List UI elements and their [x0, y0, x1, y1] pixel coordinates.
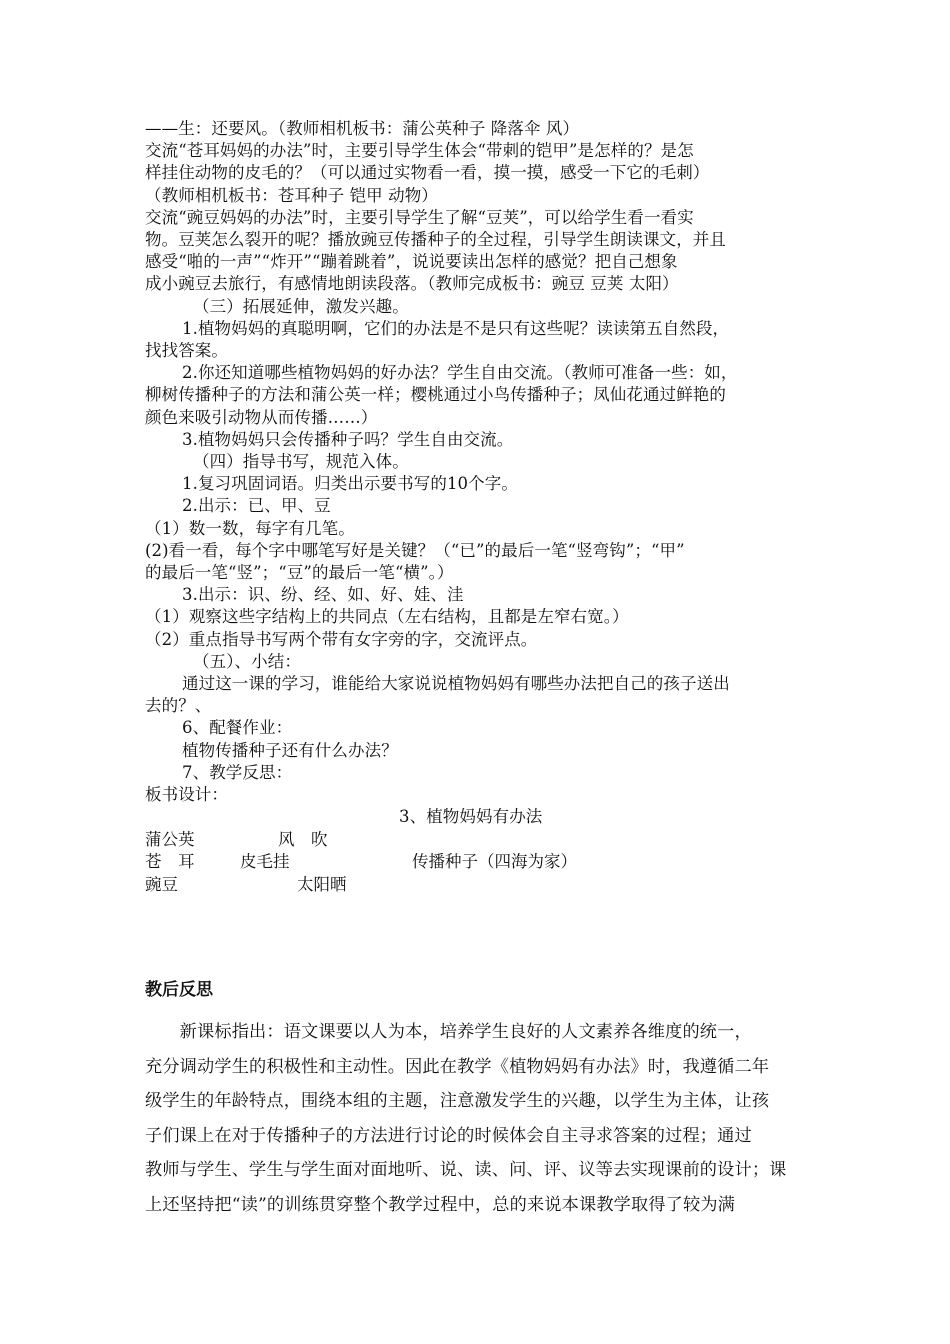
lesson-line: 感受“啪的一声”“炸开”“蹦着跳着”，说说要读出怎样的感觉？把自己想象	[145, 252, 678, 272]
lesson-line: （1）观察这些字结构上的共同点（左右结构，且都是左窄右宽。）	[145, 607, 629, 627]
board-title: 3、植物妈妈有办法	[399, 807, 543, 827]
lesson-line: （教师相机板书：苍耳种子 铠甲 动物）	[145, 185, 438, 205]
board-cell: 苍 耳	[145, 852, 195, 871]
lesson-text	[145, 118, 810, 806]
lesson-line: 3.植物妈妈只会传播种子吗？学生自由交流。	[182, 429, 514, 449]
lesson-line: (2)看一看，每个字中哪笔写好是关键？（“已”的最后一笔“竖弯钩”；“甲”	[145, 540, 685, 560]
lesson-line: 通过这一课的学习，谁能给大家说说植物妈妈有哪些办法把自己的孩子送出	[182, 674, 730, 694]
lesson-line: 交流“苍耳妈妈的办法”时，主要引导学生体会“带刺的铠甲”是怎样的？是怎	[145, 141, 694, 161]
lesson-line: 1.复习巩固词语。归类出示要书写的10个字。	[182, 474, 518, 494]
lesson-line: 2.你还知道哪些植物妈妈的好办法？学生自由交流。（教师可准备一些：如，	[182, 363, 738, 383]
lesson-line: 6、配餐作业：	[182, 718, 293, 738]
reflection-line: 级学生的年龄特点，围绕本组的主题，注意激发学生的兴趣，以学生为主体，让孩	[145, 1091, 770, 1112]
lesson-line: 7、教学反思：	[182, 762, 293, 782]
lesson-line: 2.出示：已、甲、豆	[182, 496, 331, 516]
board-design	[145, 829, 810, 897]
document-content	[145, 118, 810, 1223]
reflection-body	[145, 1015, 810, 1223]
board-row	[145, 874, 810, 897]
lesson-line: 植物传播种子还有什么办法？	[182, 740, 398, 760]
lesson-line: 物。豆荚怎么裂开的呢？播放豌豆传播种子的全过程，引导学生朗读课文，并且	[145, 230, 726, 250]
board-cell: 蒲公英	[145, 829, 195, 849]
board-cell: 皮毛挂	[240, 852, 290, 871]
lesson-line: 1.植物妈妈的真聪明啊，它们的办法是不是只有这些呢？读读第五自然段，	[182, 318, 730, 338]
lesson-line: 去的？、	[145, 696, 212, 716]
reflection-heading: 教后反思	[145, 980, 213, 1000]
reflection-line: 教师与学生、学生与学生面对面地听、说、读、问、评、议等去实现课前的设计；课	[145, 1160, 787, 1181]
reflection-line: 新课标指出：语文课要以人为本，培养学生良好的人文素养各维度的统一，	[145, 1022, 752, 1042]
lesson-line: 板书设计：	[145, 785, 228, 805]
board-cell: 传播种子（四海为家）	[412, 852, 577, 871]
lesson-line: （五）、小结：	[193, 651, 301, 671]
lesson-line: （2）重点指导书写两个带有女字旁的字，交流评点。	[145, 629, 538, 649]
reflection-line: 子们课上在对于传播种子的方法进行讨论的时候体会自主寻求答案的过程；通过	[145, 1125, 752, 1146]
lesson-line: 找找答案。	[145, 341, 228, 361]
lesson-line: （1）数一数，每字有几笔。	[145, 518, 355, 538]
lesson-line: 样挂住动物的皮毛的？（可以通过实物看一看，摸一摸，感受一下它的毛刺）	[145, 163, 710, 183]
lesson-line: 交流“豌豆妈妈的办法”时，主要引导学生了解“豆荚”，可以给学生看一看实	[145, 207, 694, 227]
lesson-line: 成小豌豆去旅行，有感情地朗读段落。（教师完成板书：豌豆 豆荚 太阳）	[145, 274, 679, 294]
lesson-line: 的最后一笔“竖”；“豆”的最后一笔“横”。）	[145, 563, 454, 583]
board-row	[145, 829, 810, 852]
reflection-line: 充分调动学生的积极性和主动性。因此在教学《植物妈妈有办法》时，我遵循二年	[145, 1056, 770, 1077]
lesson-line: 颜色来吸引动物从而传播……）	[145, 407, 378, 427]
lesson-line: （三）拓展延伸，激发兴趣。	[193, 296, 409, 316]
board-cell: 太阳晒	[297, 874, 347, 894]
board-cell: 豌豆	[145, 874, 178, 894]
lesson-line: ——生：还要风。（教师相机板书：蒲公英种子 降落伞 风）	[145, 119, 580, 138]
board-cell: 风 吹	[278, 829, 328, 849]
lesson-line: （四）指导书写，规范入体。	[193, 452, 409, 472]
board-row	[145, 851, 810, 874]
reflection-line: 上还坚持把“读”的训练贯穿整个教学过程中，总的来说本课教学取得了较为满	[145, 1194, 736, 1215]
lesson-line: 3.出示：识、纷、经、如、好、娃、洼	[182, 585, 464, 605]
lesson-line: 柳树传播种子的方法和蒲公英一样；樱桃通过小鸟传播种子；凤仙花通过鲜艳的	[145, 385, 726, 405]
